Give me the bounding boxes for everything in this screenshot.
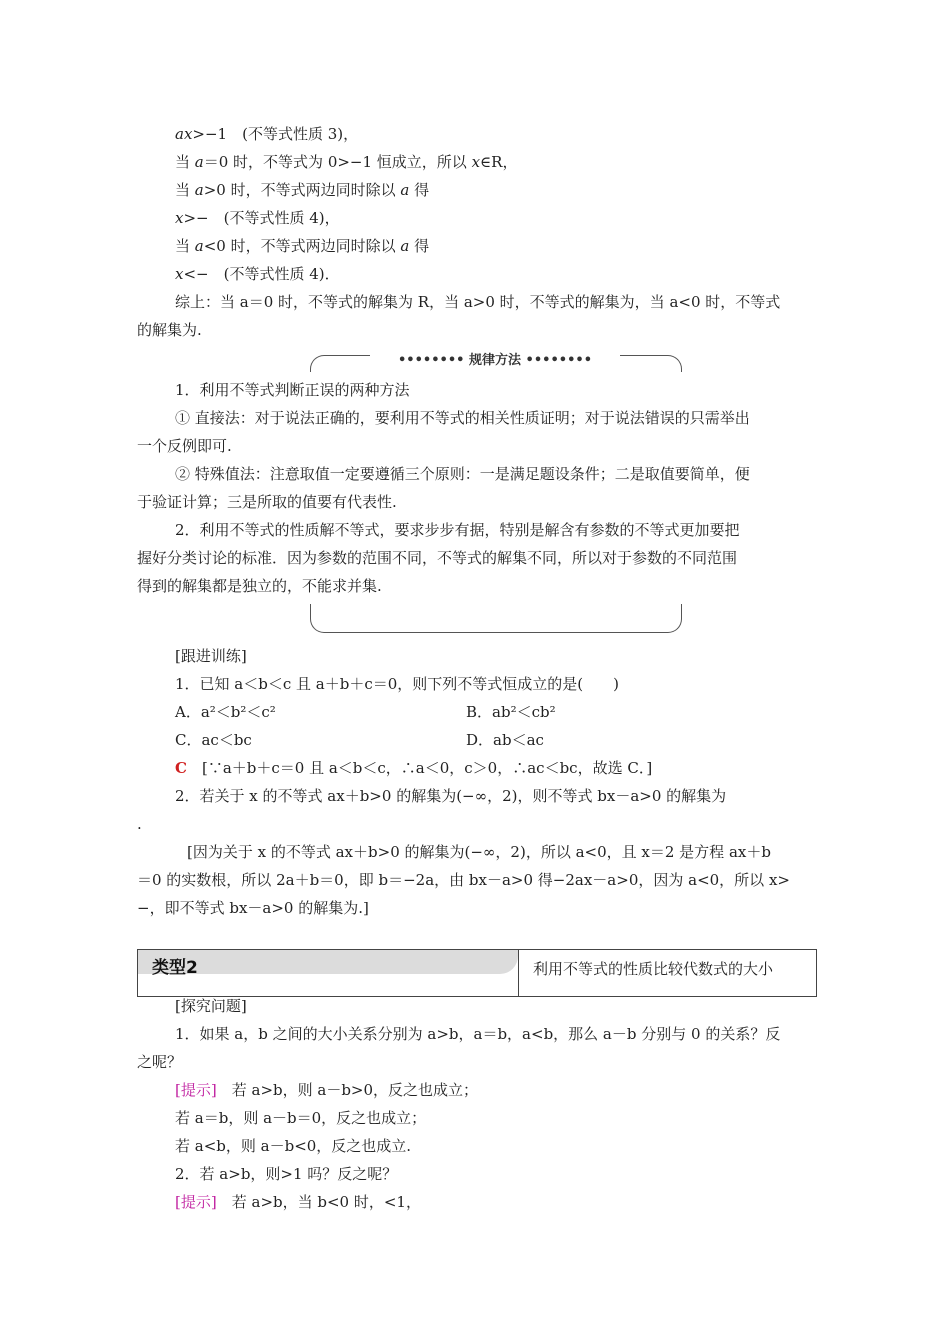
type2-separator [518,950,519,996]
answer-1 [175,758,817,778]
solution-2a: [因为关于 x 的不等式 ax＋b>0 的解集为(−∞，2)，所以 a<0，且 x＝2 是方程 ax＋b [187,843,771,861]
solution-2c: −，即不等式 bx－a>0 的解集为.] [137,899,369,917]
solution-2b: ＝0 的实数根，所以 2a＋b＝0，即 b＝−2a，由 bx－a>0 得−2ax－a>0，因为 a<0，所以 x> [137,871,790,889]
derivation-line-2: 当 a＝0 时，不等式为 0>−1 恒成立，所以 x∈R， [175,153,518,171]
answer-explanation: [∵a＋b＋c＝0 且 a＜b＜c，∴a＜0，c＞0，∴ac＜bc，故选 C．] [201,759,653,777]
method-p2a: ① 直接法：对于说法正确的，要利用不等式的相关性质证明；对于说法错误的只需举出 [175,409,750,427]
practice-q2a: 2．若关于 x 的不等式 ax＋b>0 的解集为(−∞，2)，则不等式 bx－a>0 的解集为 [175,787,727,805]
type2-tag [138,950,518,978]
derivation-line-1: ax>−1 (不等式性质 3)， [175,125,359,143]
hint-label-2: [提示] [175,1193,217,1211]
method-p4a: 2．利用不等式的性质解不等式，要求步步有据，特别是解含有参数的不等式更加要把 [175,521,740,539]
explore-q2: 2．若 a>b，则>1 吗？反之呢？ [175,1165,398,1183]
derivation-line-5: 当 a<0 时，不等式两边同时除以 a 得 [175,237,430,255]
option-b: B．ab²＜cb² [466,703,556,721]
type2-label: 类型2 [152,958,198,978]
type2-title: 利用不等式的性质比较代数式的大小 [533,960,774,978]
method-p3b: 于验证计算；三是所取的值要有代表性. [137,493,397,511]
type2-header [137,949,817,997]
summary-line-2: 的解集为. [137,321,202,339]
answer-letter: C [175,759,187,777]
practice-heading: [跟进训练] [175,647,247,665]
option-d: D．ab＜ac [466,731,544,749]
hint-2: [提示] 若 a>b，当 b<0 时，<1， [175,1193,421,1211]
option-c: C．ac＜bc [175,731,252,749]
method-p4b: 握好分类讨论的标准．因为参数的范围不同，不等式的解集不同，所以对于参数的不同范围 [137,549,738,567]
method-box-bottom-border [310,604,682,633]
derivation-line-4: x>− (不等式性质 4)， [175,209,340,227]
practice-q2b: . [137,815,142,833]
practice-q1: 1．已知 a＜b＜c 且 a＋b＋c＝0，则下列不等式恒成立的是( ) [175,675,619,693]
derivation-line-3: 当 a>0 时，不等式两边同时除以 a 得 [175,181,430,199]
method-p2b: 一个反例即可. [137,437,232,455]
summary-line-1: 综上：当 a＝0 时，不等式的解集为 R，当 a>0 时，不等式的解集为，当 a<0 时，不等式 [175,293,781,311]
explore-q1a: 1．如果 a，b 之间的大小关系分别为 a>b，a＝b，a<b，那么 a－b 分别与 0 的关系？反 [175,1025,781,1043]
explore-q1b: 之呢？ [137,1053,183,1071]
explore-heading: [探究问题] [175,997,247,1015]
method-p4c: 得到的解集都是独立的，不能求并集. [137,577,382,595]
derivation-line-6: x<− (不等式性质 4)． [175,265,340,283]
hint-1a: [提示] 若 a>b，则 a－b>0，反之也成立； [175,1081,479,1099]
hint-1b: 若 a＝b，则 a－b＝0，反之也成立； [175,1109,427,1127]
hint-label: [提示] [175,1081,217,1099]
method-p3a: ② 特殊值法：注意取值一定要遵循三个原则：一是满足题设条件；二是取值要简单，便 [175,465,750,483]
method-box-title: •••••••• 规律方法 •••••••• [370,349,620,368]
option-a: A．a²＜b²＜c² [175,703,276,721]
hint-1c: 若 a<b，则 a－b<0，反之也成立. [175,1137,412,1155]
method-p1: 1．利用不等式判断正误的两种方法 [175,381,410,399]
